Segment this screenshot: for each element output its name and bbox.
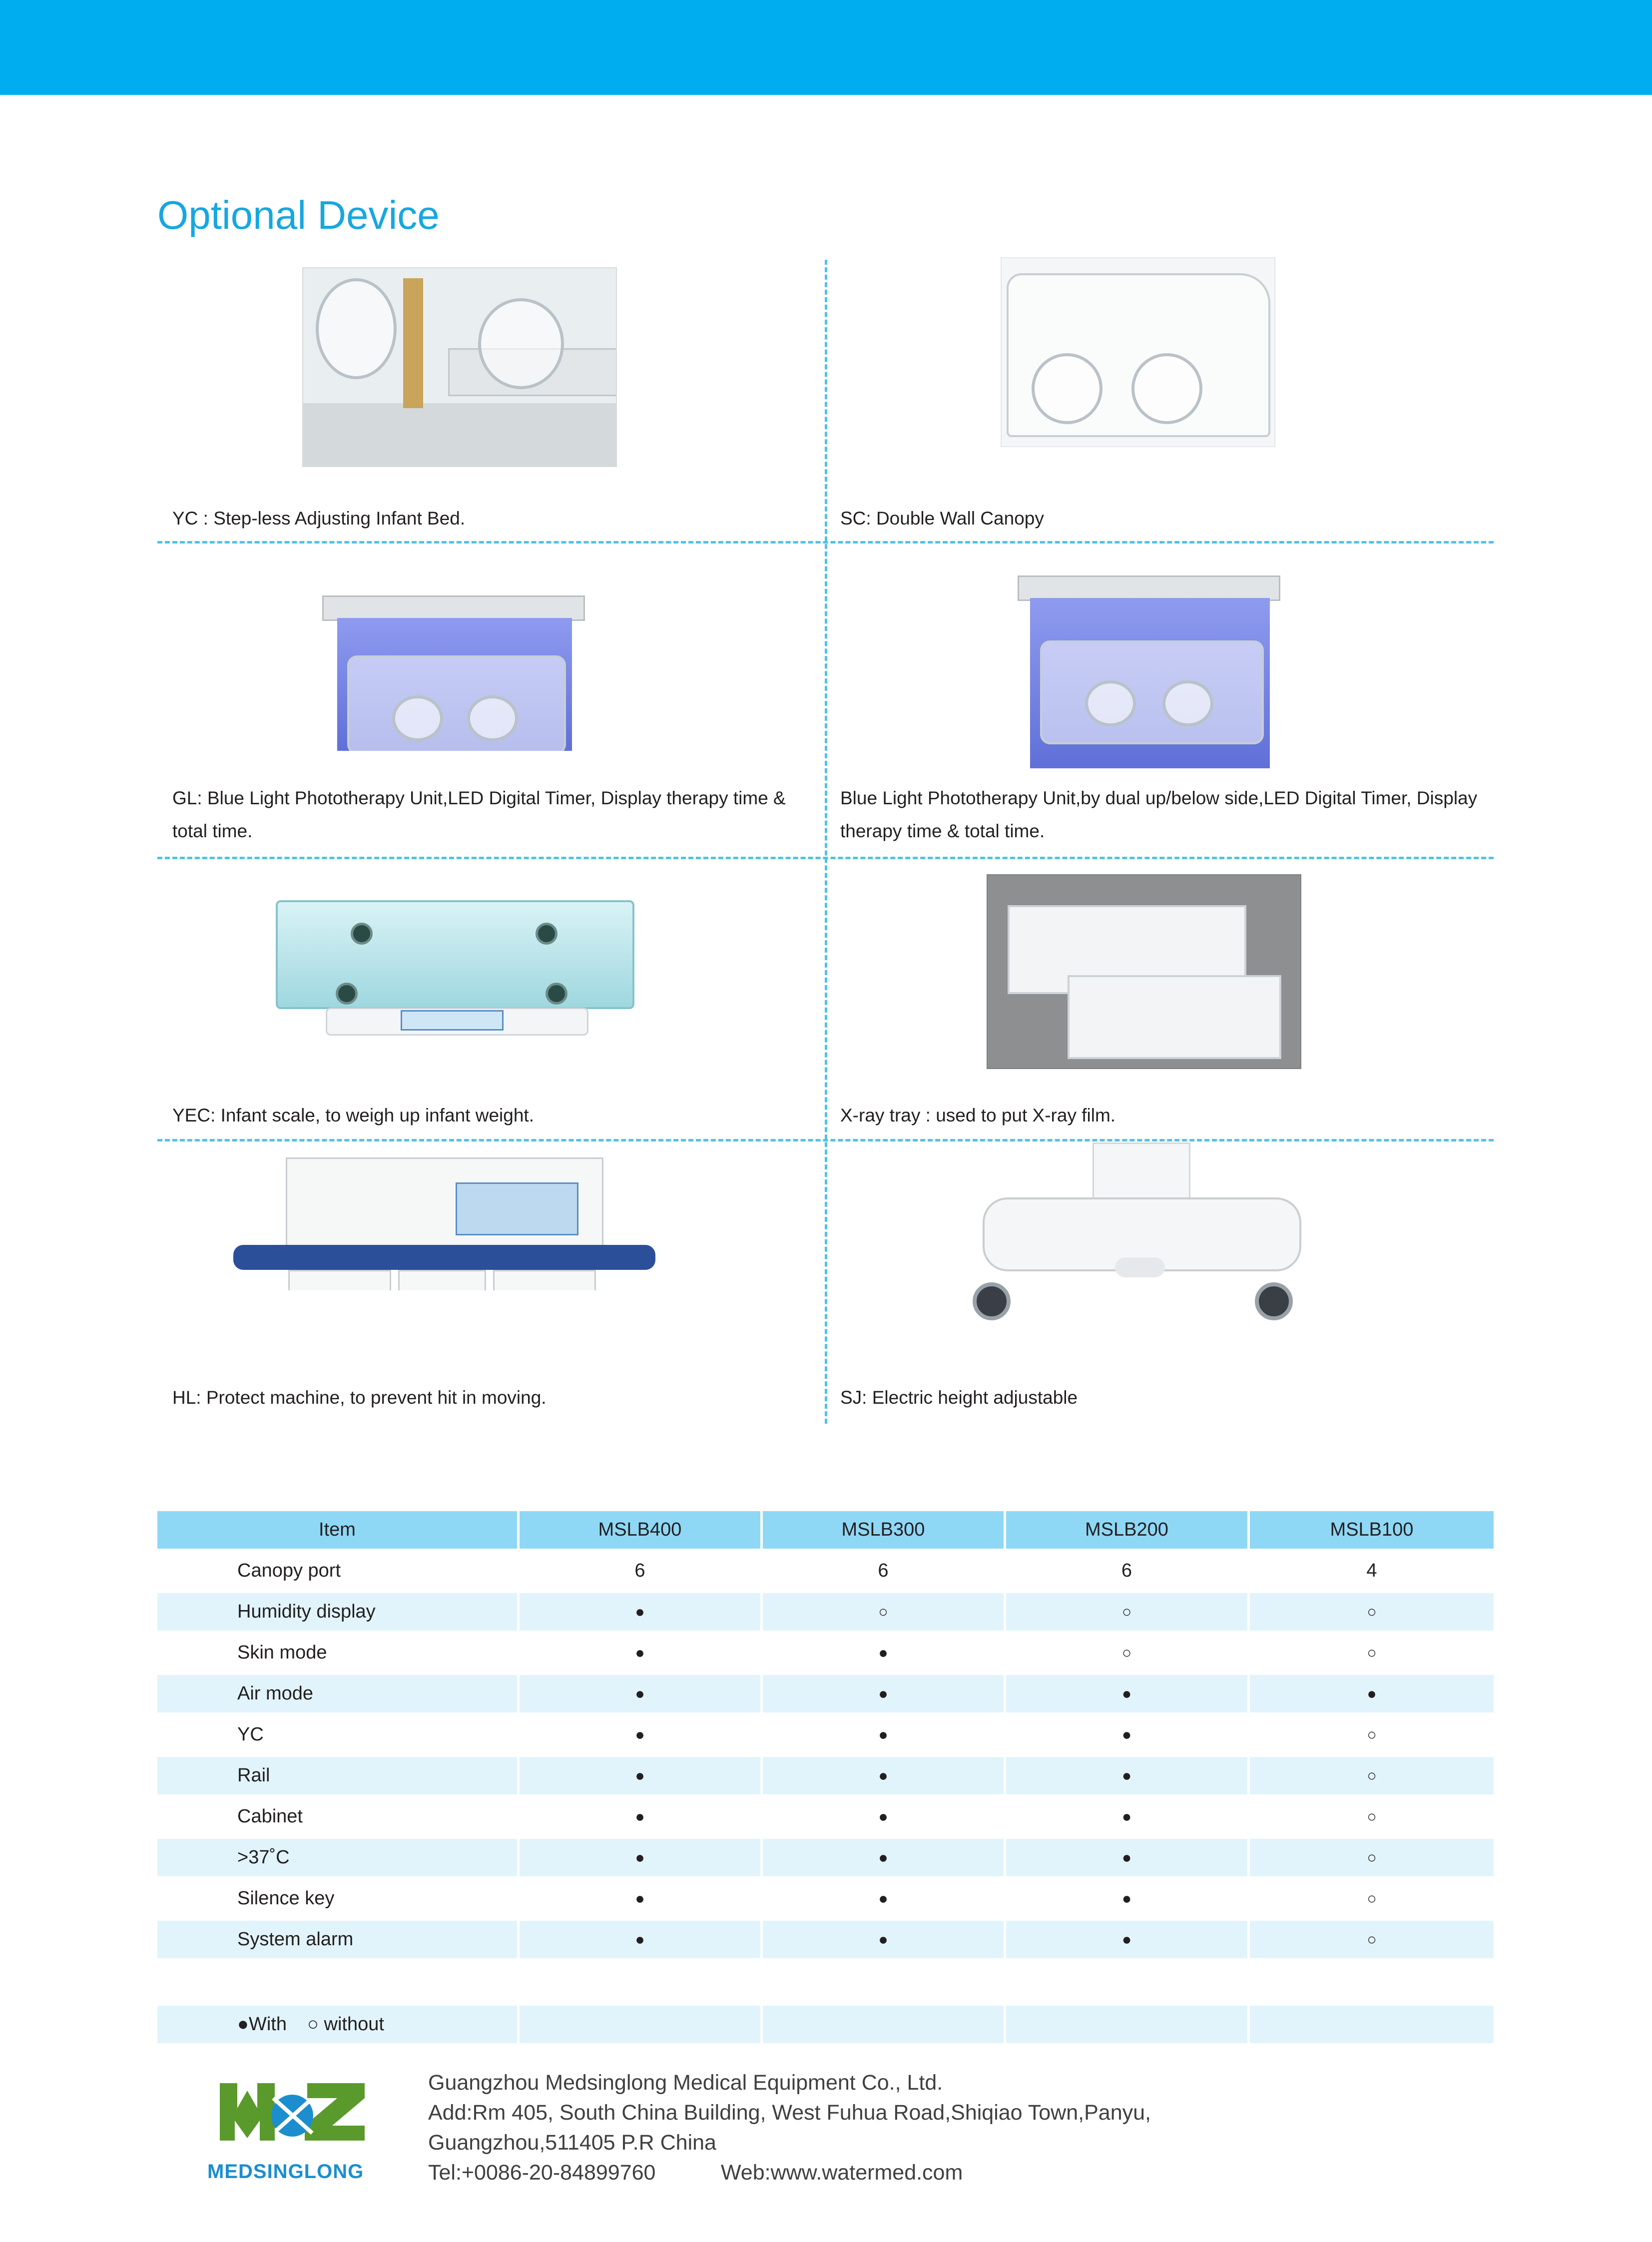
table-row (157, 1921, 1494, 1958)
table-row (157, 1634, 1494, 1672)
sj-electric-height-image (972, 1141, 1306, 1339)
table-cell-value: ○ (1250, 1921, 1494, 1958)
option-caption-yc: YC : Step-less Adjusting Infant Bed. (172, 508, 466, 529)
hl-protect-bumper-image (230, 1156, 657, 1291)
table-row-item-label: System alarm (237, 1929, 354, 1950)
logo-wordmark: MEDSINGLONG (207, 2161, 364, 2183)
option-caption-sj: SJ: Electric height adjustable (840, 1387, 1078, 1408)
table-cell-value: ● (763, 1921, 1004, 1958)
table-header-mslb400: MSLB400 (520, 1511, 760, 1549)
table-cell-value: ● (763, 1839, 1004, 1876)
table-cell-value: ● (1006, 1675, 1247, 1712)
option-caption-hl: HL: Protect machine, to prevent hit in moving. (172, 1387, 547, 1408)
table-cell-value: ● (1121, 1889, 1132, 1907)
option-caption-sc: SC: Double Wall Canopy (840, 508, 1044, 529)
table-cell-value: ● (520, 1593, 760, 1631)
dual-blue-light-unit-image (1012, 574, 1284, 769)
table-cell-value: 4 (1366, 1560, 1377, 1581)
table-header-mslb200: MSLB200 (1006, 1511, 1247, 1549)
table-cell-value: ○ (1006, 1593, 1247, 1631)
table-row (157, 1880, 1494, 1917)
table-cell-value: ○ (1367, 1807, 1377, 1825)
table-row-item (157, 1921, 517, 1958)
x-ray-tray-image (987, 874, 1301, 1069)
table-cell-value: ● (1250, 1675, 1494, 1712)
table-row-item (157, 1716, 517, 1753)
table-cell-value: ○ (1250, 1593, 1494, 1631)
medsinglong-logo (217, 2078, 367, 2143)
yec-infant-scale-image (265, 894, 642, 1039)
table-header-mslb300: MSLB300 (763, 1511, 1004, 1549)
sc-double-wall-canopy-image (1001, 257, 1275, 447)
legend-with: ●With (237, 2014, 287, 2035)
table-cell-value: ● (1006, 1839, 1247, 1876)
contact-tel: Tel:+0086-20-84899760 (428, 2161, 656, 2185)
table-cell-value: 6 (1121, 1560, 1132, 1581)
company-name: Guangzhou Medsinglong Medical Equipment Co., Ltd. (428, 2071, 943, 2095)
table-row-item (157, 1757, 517, 1794)
table-row-item (157, 1798, 517, 1835)
table-cell-value: ○ (763, 1593, 1004, 1631)
table-cell-value: ● (520, 1921, 760, 1958)
table-cell-value: ● (878, 1807, 888, 1825)
table-row-item (157, 1839, 517, 1876)
table-header-row (157, 1511, 1494, 1549)
legend-cell (157, 2006, 517, 2043)
grid-divider-1 (157, 541, 1494, 544)
yc-infant-bed-image (302, 267, 617, 467)
table-legend-row (157, 2006, 1494, 2043)
table-row-item-label: Air mode (237, 1683, 314, 1704)
table-row-item (157, 1880, 517, 1917)
table-row (157, 1839, 1494, 1876)
page-title: Optional Device (157, 193, 440, 237)
option-caption-x-ray-tray: X-ray tray : used to put X-ray film. (840, 1105, 1116, 1125)
table-cell-value: ● (878, 1644, 888, 1662)
table-row (157, 1593, 1494, 1631)
table-cell-value: ○ (1121, 1644, 1132, 1662)
table-row-item-label: Canopy port (237, 1560, 341, 1581)
table-cell-value: ● (520, 1675, 760, 1712)
table-cell-value: ● (1006, 1757, 1247, 1794)
table-cell-value: ● (635, 1807, 645, 1825)
table-row-item-label: >37˚C (237, 1847, 290, 1868)
table-row (157, 1798, 1494, 1835)
table-row (157, 1716, 1494, 1753)
table-row-item-label: Rail (237, 1765, 270, 1786)
table-row-item-label: Humidity display (237, 1601, 376, 1622)
grid-divider-vertical (825, 260, 827, 1424)
table-cell-value: ● (520, 1757, 760, 1794)
table-row (157, 1675, 1494, 1712)
address-line-2: Guangzhou,511405 P.R China (428, 2131, 716, 2155)
table-header-mslb100: MSLB100 (1250, 1511, 1494, 1549)
table-cell-value: ● (1006, 1921, 1247, 1958)
table-cell-value: ● (1121, 1807, 1132, 1825)
table-cell-value: ● (763, 1675, 1004, 1712)
table-cell-value: ● (635, 1644, 645, 1662)
table-row-item (157, 1552, 517, 1590)
top-banner (0, 0, 1652, 95)
table-cell-value: ● (878, 1889, 888, 1907)
option-caption-gl: GL: Blue Light Phototherapy Unit,LED Digital Timer, Display therapy time & total time. (172, 788, 786, 841)
table-cell-value: ○ (1250, 1839, 1494, 1876)
table-header-item: Item (157, 1511, 517, 1549)
table-cell-value: ● (878, 1725, 888, 1743)
table-row-item-label: Silence key (237, 1888, 335, 1909)
option-caption-yec: YEC: Infant scale, to weigh up infant weight. (172, 1105, 534, 1125)
grid-divider-2 (157, 857, 1494, 859)
table-row-item (157, 1634, 517, 1672)
table-cell-value: ● (520, 1839, 760, 1876)
table-cell-value: ○ (1367, 1725, 1377, 1743)
table-row-item (157, 1593, 517, 1631)
table-cell-value: ○ (1367, 1889, 1377, 1907)
table-cell-value: ● (763, 1757, 1004, 1794)
table-cell-value: ● (635, 1725, 645, 1743)
contact-web: Web:www.watermed.com (721, 2161, 963, 2185)
table-row-item-label: YC (237, 1724, 264, 1745)
table-cell-value: 6 (634, 1560, 645, 1581)
table-row (157, 1552, 1494, 1590)
gl-blue-light-unit-image (316, 594, 588, 752)
table-cell-value: 6 (878, 1560, 889, 1581)
address-line-1: Add:Rm 405, South China Building, West Fuhua Road,Shiqiao Town,Panyu, (428, 2101, 1151, 2125)
table-row-item (157, 1675, 517, 1712)
table-cell-value: ○ (1367, 1644, 1377, 1662)
table-cell-value: ● (635, 1889, 645, 1907)
table-row (157, 1757, 1494, 1794)
table-cell-value: ○ (1250, 1757, 1494, 1794)
table-row-item-label: Cabinet (237, 1806, 303, 1827)
table-cell-value: ● (1121, 1725, 1132, 1743)
legend-without: ○ without (307, 2014, 384, 2035)
option-caption-dual-blue-light: Blue Light Phototherapy Unit,by dual up/below side,LED Digital Timer, Display therapy time & total time. (840, 788, 1478, 841)
table-row-item-label: Skin mode (237, 1642, 327, 1663)
